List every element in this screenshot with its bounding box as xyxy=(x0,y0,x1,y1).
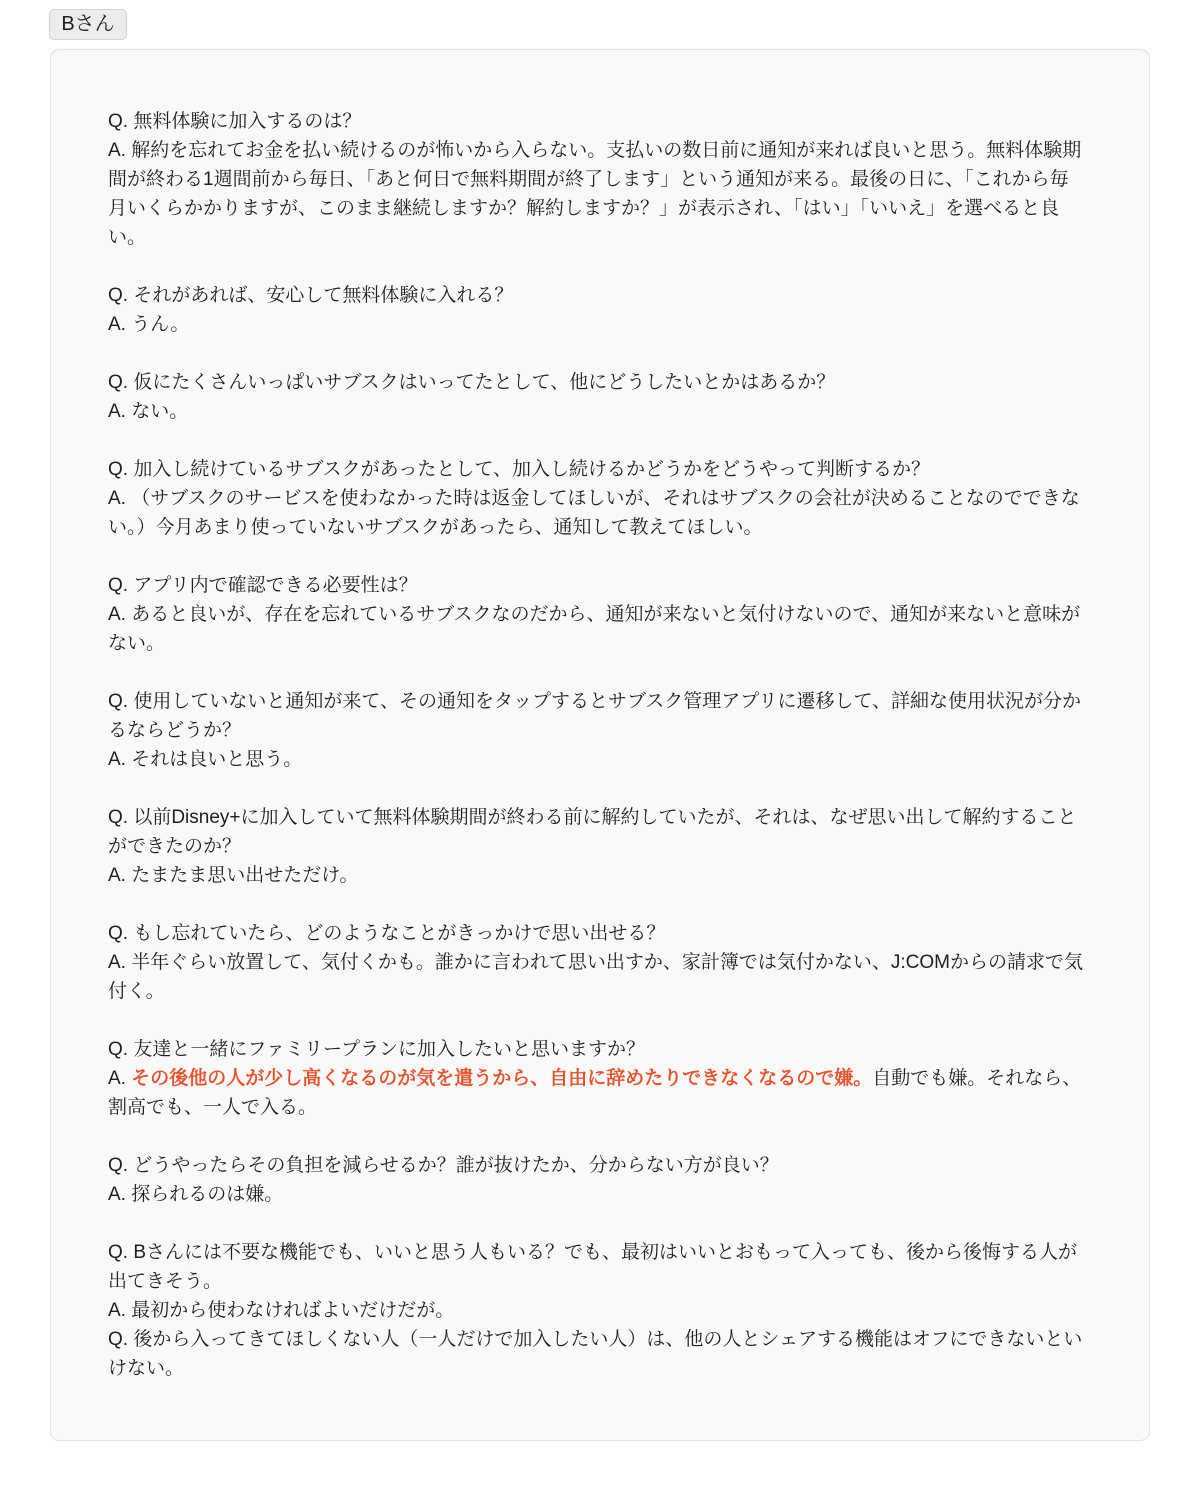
answer-line: A. 探られるのは嫌。 xyxy=(108,1184,284,1205)
question-line: Q. 友達と一緒にファミリープランに加入したいと思いますか？ xyxy=(108,1039,646,1060)
qa-block xyxy=(108,107,1094,252)
continuation-line: ない。 xyxy=(108,633,166,654)
answer-line xyxy=(108,1064,1094,1093)
answer-suffix: 自動でも嫌。それなら、 xyxy=(872,1068,1082,1089)
qa-block xyxy=(108,455,1094,542)
answer-line: A. たまたま思い出せただけ。 xyxy=(108,865,359,886)
continuation-line: い。）今月あまり使っていないサブスクがあったら、通知して教えてほしい。 xyxy=(108,517,763,538)
question-line: Q. Bさんには不要な機能でも、いいと思う人もいる？でも、最初はいいとおもって入っても、後から後悔する人が xyxy=(108,1242,1078,1263)
answer-line: A. 半年ぐらい放置して、気付くかも。誰かに言われて思い出すか、家計簿では気付かない、J:COMからの請求で気 xyxy=(108,952,1083,973)
question-line: Q. 後から入ってきてほしくない人（一人だけで加入したい人）は、他の人とシェアする機能はオフにできないとい xyxy=(108,1329,1083,1350)
question-line: Q. 使用していないと通知が来て、その通知をタップするとサブスク管理アプリに遷移して、詳細な使用状況が分か xyxy=(108,691,1082,712)
qa-block xyxy=(108,1035,1094,1122)
answer-line: A. 解約を忘れてお金を払い続けるのが怖いから入らない。支払いの数日前に通知が来れば良いと思う。無料体験期 xyxy=(108,140,1082,161)
continuation-line: ができたのか？ xyxy=(108,836,242,857)
answer-line: A. 最初から使わなければよいだけだが。 xyxy=(108,1300,455,1321)
qa-block xyxy=(108,281,1094,339)
question-line: Q. 以前Disney+に加入していて無料体験期間が終わる前に解約していたが、それは、なぜ思い出して解約すること xyxy=(108,807,1077,828)
answer-line: A. あると良いが、存在を忘れているサブスクなのだから、通知が来ないと気付けないので、通知が来ないと意味が xyxy=(108,604,1081,625)
answer-prefix: A. xyxy=(108,1068,132,1089)
continuation-line: 月いくらかかりますが、このまま継続しますか？解約しますか？」が表示され、「はい」「いいえ」を選べると良 xyxy=(108,198,1060,219)
answer-line: A. それは良いと思う。 xyxy=(108,749,303,770)
highlighted-answer-text: その後他の人が少し高くなるのが気を遣うから、自由に辞めたりできなくなるので嫌。 xyxy=(131,1068,873,1089)
continuation-line: 出てきそう。 xyxy=(108,1271,223,1292)
qa-block xyxy=(108,919,1094,1006)
question-line: Q. 無料体験に加入するのは？ xyxy=(108,111,362,132)
qa-block xyxy=(108,687,1094,774)
answer-line: A. （サブスクのサービスを使わなかった時は返金してほしいが、それはサブスクの会社が決めることなのでできな xyxy=(108,488,1080,509)
question-line: Q. どうやったらその負担を減らせるか？誰が抜けたか、分からない方が良い？ xyxy=(108,1155,779,1176)
question-line: Q. それがあれば、安心して無料体験に入れる？ xyxy=(108,285,514,306)
interview-callout xyxy=(50,49,1150,1441)
qa-block xyxy=(108,1151,1094,1209)
continuation-line: けない。 xyxy=(108,1358,185,1379)
continuation-line: 割高でも、一人で入る。 xyxy=(108,1097,318,1118)
answer-line: A. うん。 xyxy=(108,314,190,335)
continuation-line: い。 xyxy=(108,227,147,248)
answer-line: A. ない。 xyxy=(108,401,189,422)
continuation-line: 付く。 xyxy=(108,981,165,1002)
qa-block xyxy=(108,571,1094,658)
question-line: Q. 仮にたくさんいっぱいサブスクはいってたとして、他にどうしたいとかはあるか？ xyxy=(108,372,836,393)
continuation-line: 間が終わる1週間前から毎日、「あと何日で無料期間が終了します」という通知が来る。最後の日に、「これから毎 xyxy=(108,169,1069,190)
question-line: Q. 加入し続けているサブスクがあったとして、加入し続けるかどうかをどうやって判断するか？ xyxy=(108,459,931,480)
continuation-line: るならどうか？ xyxy=(108,720,242,741)
speaker-toggle-button[interactable]: Bさん xyxy=(49,9,127,40)
question-line: Q. アプリ内で確認できる必要性は？ xyxy=(108,575,418,596)
question-line: Q. もし忘れていたら、どのようなことがきっかけで思い出せる？ xyxy=(108,923,666,944)
qa-block xyxy=(108,1238,1094,1383)
qa-block xyxy=(108,803,1094,890)
qa-block xyxy=(108,368,1094,426)
